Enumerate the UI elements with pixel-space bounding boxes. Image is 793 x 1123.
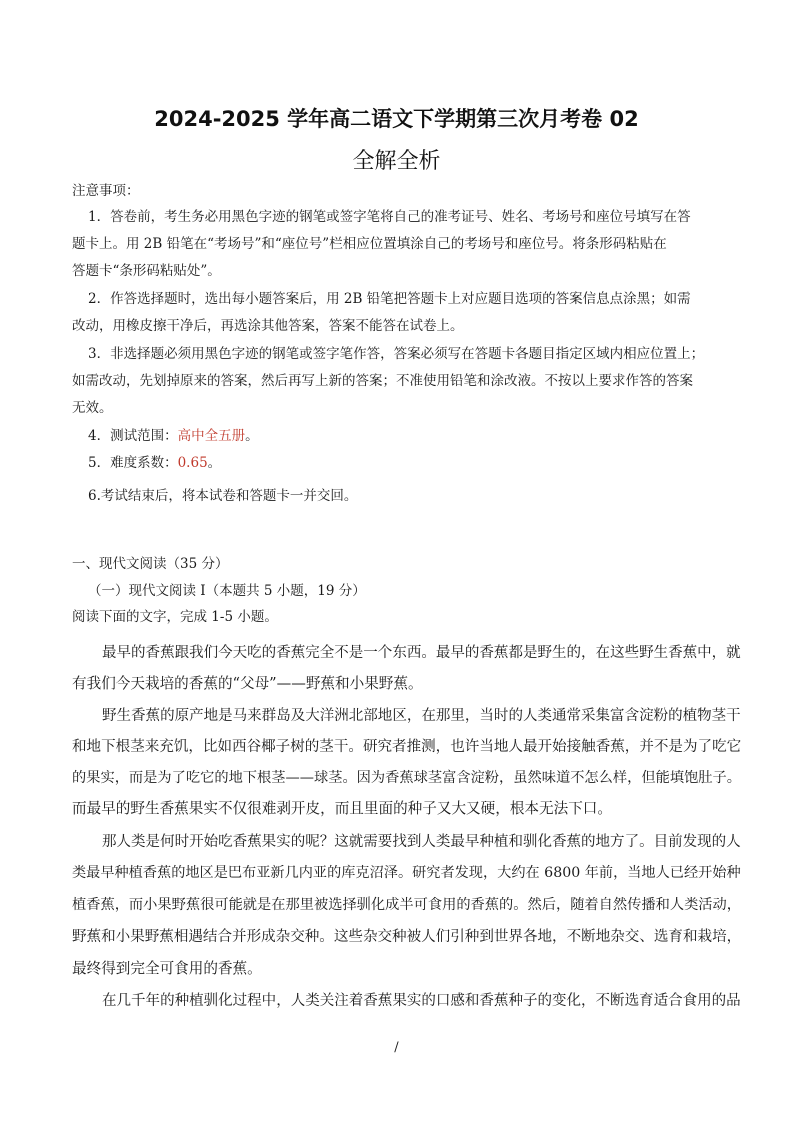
section-heading: 一、现代文阅读（35 分） — [72, 556, 229, 572]
passage-p3-line-1: 那人类是何时开始吃香蕉果实的呢？这就需要找到人类最早种植和驯化香蕉的地方了。目前发现的人 — [102, 834, 741, 850]
passage-p2-line-1: 野生香蕉的原产地是马来群岛及大洋洲北部地区，在那里，当时的人类通常采集富含淀粉的植物茎干 — [102, 708, 741, 724]
passage-p3-line-2: 类最早种植香蕉的地区是巴布亚新几内亚的库克沼泽。研究者发现，大约在 6800 年前，当地人已经开始种 — [72, 865, 741, 881]
notice-item-1-line-3: 答题卡“条形码粘贴处”。 — [72, 263, 221, 279]
difficulty-value: 0.65 — [177, 455, 208, 471]
notice-item-6: 6.考试结束后，将本试卷和答题卡一并交回。 — [88, 488, 358, 504]
passage-p2-line-4: 而最早的野生香蕉果实不仅很难剥开皮，而且里面的种子又大又硬，根本无法下口。 — [72, 800, 612, 817]
passage-p3-line-4: 野蕉和小果野蕉相遇结合并形成杂交种。这些杂交种被人们引种到世界各地，不断地杂交、选育和栽培， — [72, 928, 742, 945]
scope-value: 高中全五册 — [177, 428, 246, 444]
notice-item-4: 4．测试范围：高中全五册。 — [88, 428, 259, 444]
passage-p2-line-2: 和地下根茎来充饥，比如西谷椰子树的茎干。研究者推测，也许当地人最开始接触香蕉，并不是为了吃它 — [72, 738, 742, 755]
notice-item-1-line-2: 题卡上。用 2B 铅笔在“考场号”和“座位号”栏相应位置填涂自己的考场号和座位号。将条形码粘贴在 — [72, 236, 667, 252]
passage-p2-line-3: 的果实，而是为了吃它的地下根茎——球茎。因为香蕉球茎富含淀粉，虽然味道不怎么样，但能填饱肚子。 — [72, 770, 742, 786]
document-title: 2024-2025 学年高二语文下学期第三次月考卷 02 — [154, 107, 639, 131]
notice-item-5: 5．难度系数：0.65。 — [88, 455, 222, 471]
notice-heading: 注意事项： — [72, 183, 140, 199]
notice-item-2-line-1: 2．作答选择题时，选出每小题答案后，用 2B 铅笔把答题卡上对应题目选项的答案信息点涂黑；如需 — [88, 291, 691, 307]
scope-label: 4．测试范围： — [88, 428, 178, 444]
passage-p1-line-2: 有我们今天栽培的香蕉的“父母”——野蕉和小果野蕉。 — [72, 675, 423, 692]
notice-item-3-line-2: 如需改动，先划掉原来的答案，然后再写上新的答案；不准使用铅笔和涂改液。不按以上要求作答的答案 — [72, 373, 693, 389]
reading-instruction: 阅读下面的文字，完成 1-5 小题。 — [72, 609, 278, 625]
difficulty-label: 5．难度系数： — [88, 455, 178, 471]
passage-p4-line-1: 在几千年的种植驯化过程中，人类关注着香蕉果实的口感和香蕉种子的变化，不断选育适合食用的品 — [102, 993, 741, 1009]
passage-p3-line-5: 最终得到完全可食用的香蕉。 — [72, 960, 262, 977]
document-subtitle: 全解全析 — [352, 149, 441, 174]
passage-p3-line-3: 植香蕉，而小果野蕉很可能就是在那里被选择驯化成半可食用的香蕉的。然后，随着自然传播和人类活动， — [72, 897, 742, 913]
subsection-heading: （一）现代文阅读 I（本题共 5 小题，19 分） — [88, 583, 366, 599]
notice-item-3-line-3: 无效。 — [72, 400, 113, 416]
page-marker: / — [394, 1040, 399, 1055]
notice-item-1-line-1: 1．答卷前，考生务必用黑色字迹的钢笔或签字笔将自己的准考证号、姓名、考场号和座位号填写在答 — [88, 209, 691, 225]
notice-item-3-line-1: 3．非选择题必须用黑色字迹的钢笔或签字笔作答，答案必须写在答题卡各题目指定区域内相应位置上； — [88, 346, 705, 362]
passage-p1-line-1: 最早的香蕉跟我们今天吃的香蕉完全不是一个东西。最早的香蕉都是野生的，在这些野生香蕉中，就 — [102, 645, 741, 661]
notice-item-2-line-2: 改动，用橡皮擦干净后，再选涂其他答案，答案不能答在试卷上。 — [72, 318, 464, 334]
